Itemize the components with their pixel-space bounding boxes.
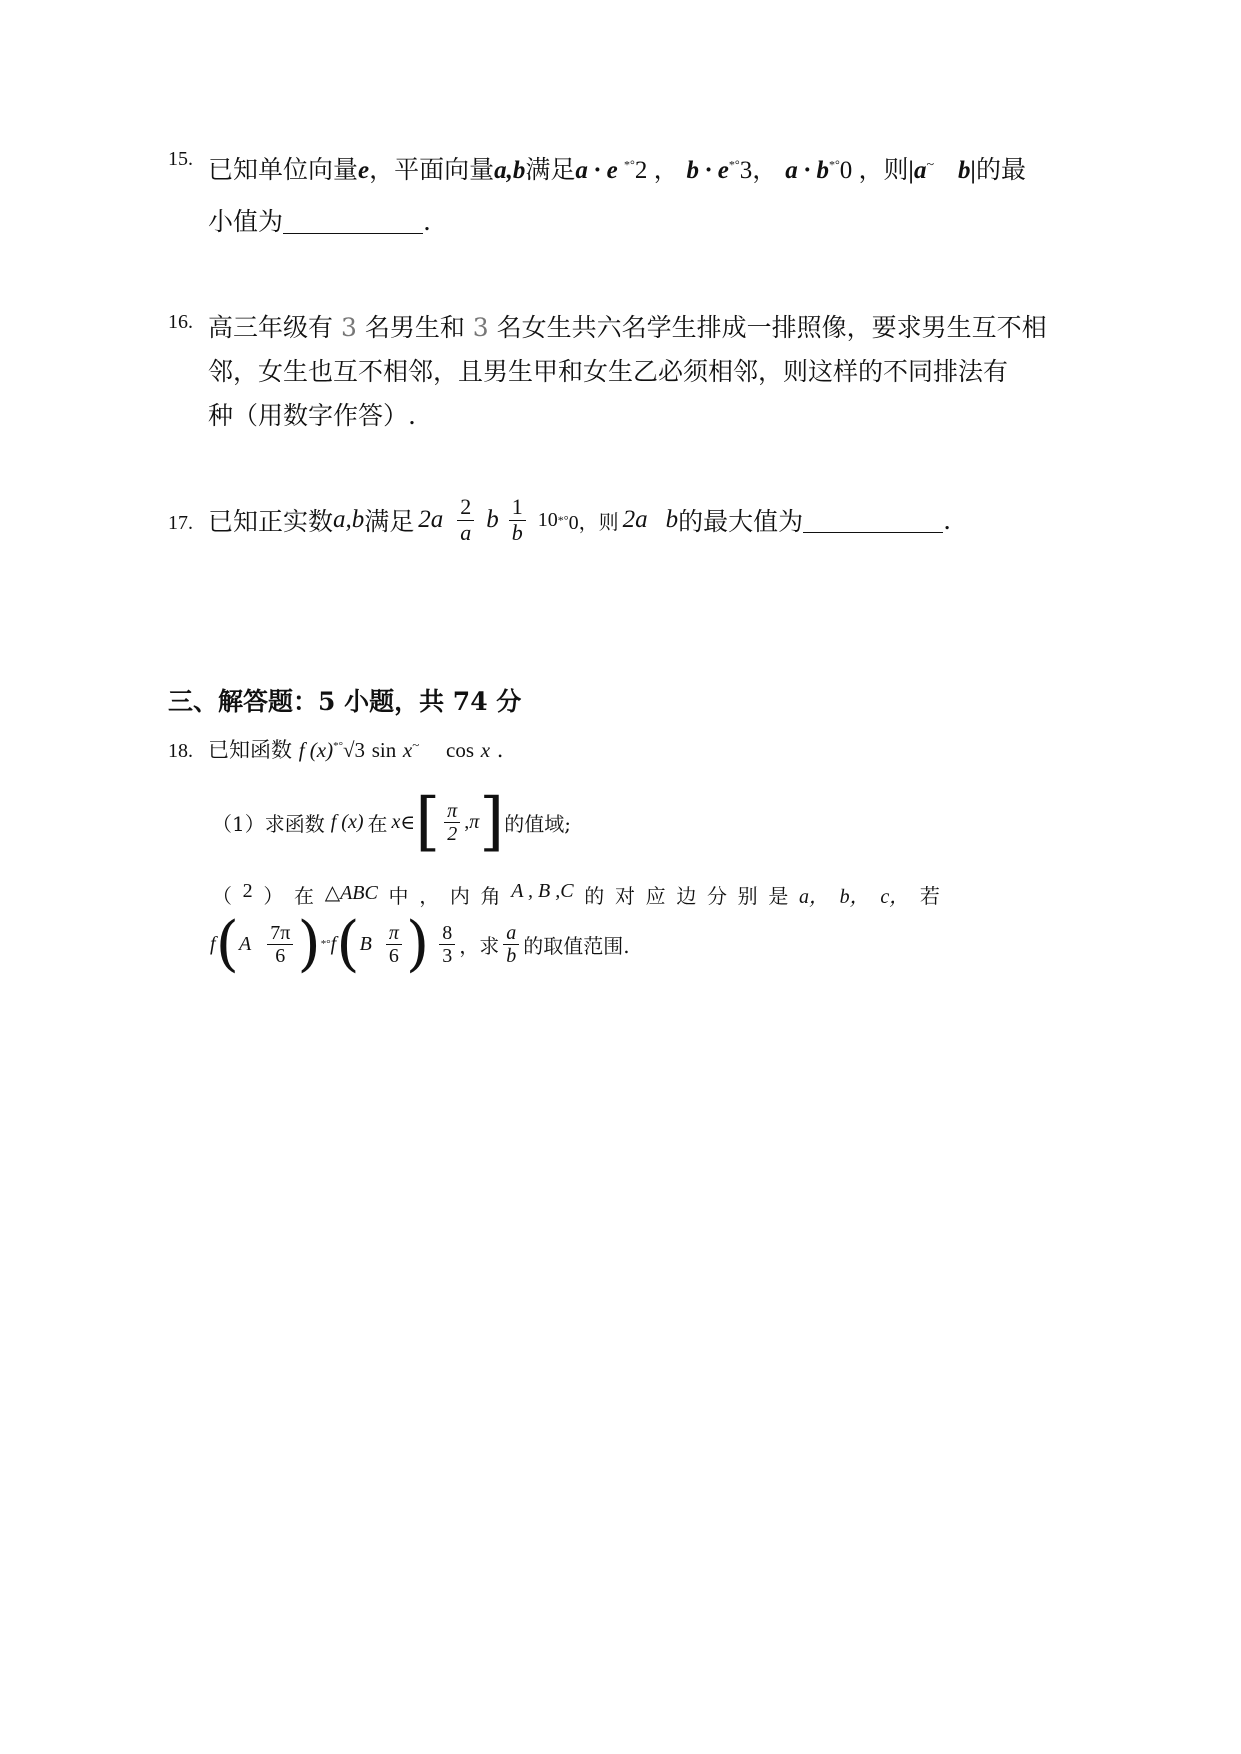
fraction: $\frac{\pi}{6}$ (386, 922, 402, 967)
question-number: 15. (168, 148, 193, 170)
fraction: $\frac{a}{b}$ (503, 922, 519, 967)
question-18-part-2-line-2: f ( A $\frac{7\pi}{6}$ ) *° f ( B $\frac{\pi}{6}$ ) $\frac{8}{3}$ ，求 $\frac{a}{b}$ 的取值范围. (210, 909, 630, 979)
answer-blank[interactable] (283, 209, 423, 234)
question-number: 16. (168, 311, 193, 333)
question-16-line-2: 邻，女生也互不相邻，且男生甲和女生乙必须相邻，则这样的不同排法有 (208, 357, 1009, 386)
fraction: $\frac{1}{b}$ (509, 495, 526, 544)
right-paren: ) (297, 909, 321, 979)
question-number: 17. (168, 512, 193, 534)
fraction: $\frac{8}{3}$ (439, 922, 455, 967)
question-16-line-1: 高三年级有 3 名男生和 3 名女生共六名学生排成一排照像，要求男生互不相 (208, 313, 1047, 342)
answer-blank[interactable] (803, 508, 943, 533)
question-18-part-1: （1）求函数 f (x) 在 x ∈ [ $\frac{\pi}{2}$ , π ] 的值域; (212, 785, 571, 859)
question-18 (168, 740, 193, 763)
fraction: $\frac{\pi}{2}$ (444, 800, 460, 845)
question-15-line-2: 小值为 . (208, 207, 431, 236)
fraction: $\frac{7\pi}{6}$ (267, 922, 293, 967)
right-paren: ) (405, 909, 430, 979)
left-bracket: [ (415, 785, 441, 859)
question-17 (168, 512, 193, 535)
question-18-stem: 已知函数 f (x)*°√3 sin x~ cos x . (208, 737, 504, 762)
fraction: $\frac{2}{a}$ (457, 495, 474, 544)
left-paren: ( (336, 909, 360, 979)
question-number: 18. (168, 740, 193, 762)
left-paren: ( (215, 909, 239, 979)
section-heading: 三、解答题：5 小题，共 74 分 (168, 687, 522, 716)
question-17-line-1: 已知正实数 a,b 满足 2a $\frac{2}{a}$ b $\frac{1}{b}$ 10 *° 0，则 2a b 的最大值为 . (208, 494, 952, 545)
right-bracket: ] (479, 785, 505, 859)
question-15 (168, 148, 193, 171)
question-16 (168, 311, 193, 334)
question-16-line-3: 种（用数字作答）. (208, 401, 416, 430)
question-15-line-1: 已知单位向量e，平面向量a,b满足a · e *°2 ， b · e*°3， a · b*°0 ，则|a~ b|的最 (208, 155, 1026, 184)
question-18-part-2-line-1: （ 2 ） 在 △ABC 中 ， 内 角 A , B ,C 的 对 应 边 分 别 是 a， b， c， 若 (212, 880, 940, 908)
